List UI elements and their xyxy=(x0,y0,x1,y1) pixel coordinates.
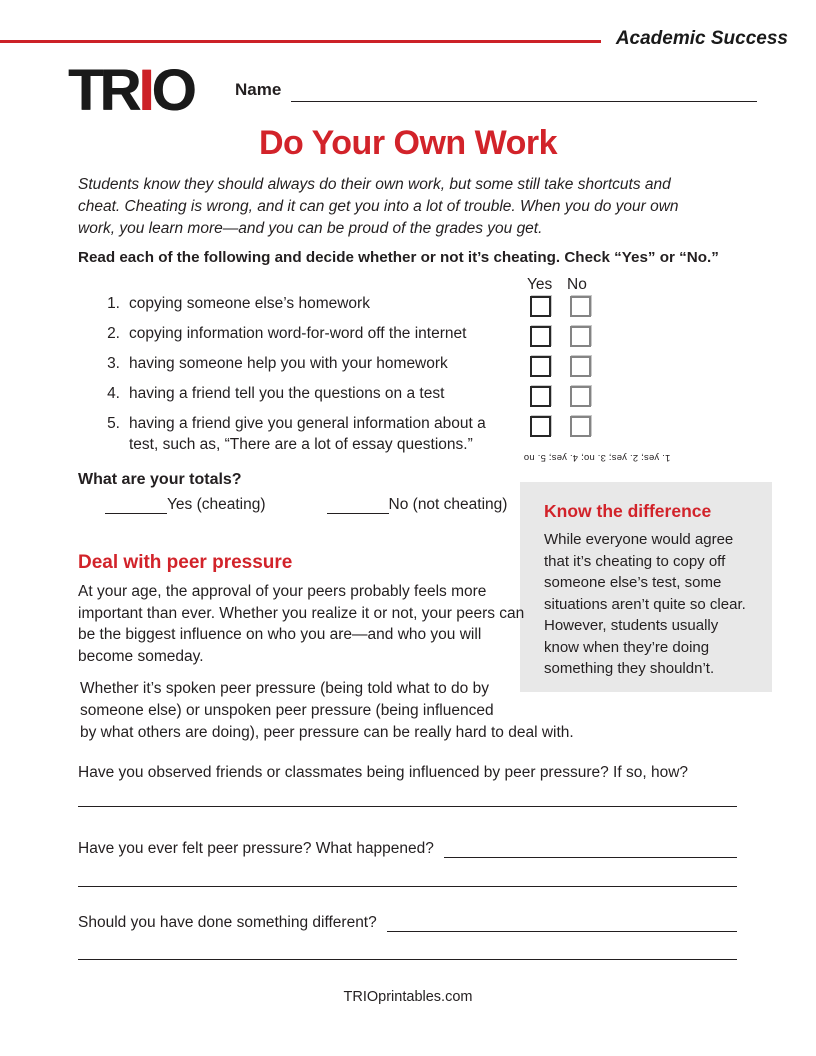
yes-checkbox-4[interactable] xyxy=(530,386,551,407)
item-number: 1. xyxy=(107,295,120,312)
yes-checkbox-1[interactable] xyxy=(530,296,551,317)
yes-total-label: Yes (cheating) xyxy=(167,496,266,513)
yes-checkbox-3[interactable] xyxy=(530,356,551,377)
item-text: copying information word-for-word off the internet xyxy=(129,325,467,342)
no-checkbox-3[interactable] xyxy=(570,356,591,377)
quiz-row-5 xyxy=(98,413,598,455)
know-difference-box xyxy=(520,482,772,692)
question-3-row xyxy=(78,914,737,932)
peer-para2-line-3: by what others are doing), peer pressure can be really hard to deal with. xyxy=(80,724,574,741)
yes-checkbox-5[interactable] xyxy=(530,416,551,437)
question-1: Have you observed friends or classmates being influenced by peer pressure? If so, how? xyxy=(78,764,689,781)
quiz-row-1 xyxy=(98,293,598,314)
box-heading: Know the difference xyxy=(544,501,712,521)
category-label: Academic Success xyxy=(615,28,788,49)
trio-logo xyxy=(68,58,193,123)
no-checkbox-1[interactable] xyxy=(570,296,591,317)
peer-para2-line-2: someone else) or unspoken peer pressure (being influenced xyxy=(80,702,494,719)
box-body: While everyone would agree that it’s cheating to copy off someone else’s test, some situations aren’t quite so clear. However, students usually know when they’re doing something they shouldn’t. xyxy=(544,531,746,677)
logo-part-tr: TR xyxy=(68,58,138,123)
question-2-row xyxy=(78,840,737,858)
item-number: 3. xyxy=(107,355,120,372)
question-2: Have you ever felt peer pressure? What happened? xyxy=(78,840,434,857)
name-label: Name xyxy=(235,80,282,99)
no-checkbox-4[interactable] xyxy=(570,386,591,407)
quiz-row-2 xyxy=(98,323,598,344)
peer-pressure-heading: Deal with peer pressure xyxy=(78,552,293,573)
quiz-row-3 xyxy=(98,353,598,374)
instruction-text: Read each of the following and decide whether or not it’s cheating. Check “Yes” or “No.” xyxy=(78,249,719,266)
item-number: 4. xyxy=(107,385,120,402)
no-checkbox-5[interactable] xyxy=(570,416,591,437)
peer-paragraph-1: At your age, the approval of your peers probably feels more important than ever. Whether you realize it or not, your peers can be the biggest influence on who you are—and who you will become someday. xyxy=(78,583,525,665)
yes-column-header: Yes xyxy=(527,276,553,293)
yes-total-blank[interactable] xyxy=(105,496,167,514)
quiz-row-4 xyxy=(98,383,598,404)
answer-line-3[interactable] xyxy=(78,959,737,961)
no-total-blank[interactable] xyxy=(327,496,389,514)
peer-para2-line-1: Whether it’s spoken peer pressure (being told what to do by xyxy=(80,680,489,697)
answer-key: 1. yes; 2. yes; 3. no; 4. yes; 5. no xyxy=(523,452,671,463)
item-text: having a friend tell you the questions on a test xyxy=(129,385,445,402)
totals-heading: What are your totals? xyxy=(78,471,242,488)
question-3: Should you have done something different? xyxy=(78,914,377,931)
no-column-header: No xyxy=(567,276,587,293)
item-text: having someone help you with your homework xyxy=(129,355,448,372)
footer-site: TRIOprintables.com xyxy=(343,989,473,1005)
logo-part-o: O xyxy=(151,58,193,123)
answer-line-2[interactable] xyxy=(78,886,737,888)
question-3-write-line[interactable] xyxy=(387,916,737,932)
intro-paragraph: Students know they should always do their own work, but some still take shortcuts and cheat. Cheating is wrong, and it can get you into a lot of trouble. When you do your own work, you learn more—and you can be proud of the grades you get. xyxy=(78,176,679,237)
logo-part-i: I xyxy=(138,58,151,123)
item-text: having a friend give you general information about a test, such as, “There are a lot of essay questions.” xyxy=(129,415,486,453)
answer-line-1[interactable] xyxy=(78,806,737,808)
question-2-write-line[interactable] xyxy=(444,842,737,858)
no-checkbox-2[interactable] xyxy=(570,326,591,347)
totals-row xyxy=(105,496,507,514)
name-write-line[interactable] xyxy=(291,82,757,102)
peer-paragraph-2 xyxy=(80,678,574,744)
yes-checkbox-2[interactable] xyxy=(530,326,551,347)
page-title: Do Your Own Work xyxy=(258,124,558,162)
item-number: 5. xyxy=(107,415,120,432)
name-row xyxy=(235,80,757,102)
header-rule xyxy=(0,40,601,43)
no-total-label: No (not cheating) xyxy=(388,496,508,513)
item-number: 2. xyxy=(107,325,120,342)
item-text: copying someone else’s homework xyxy=(129,295,370,312)
